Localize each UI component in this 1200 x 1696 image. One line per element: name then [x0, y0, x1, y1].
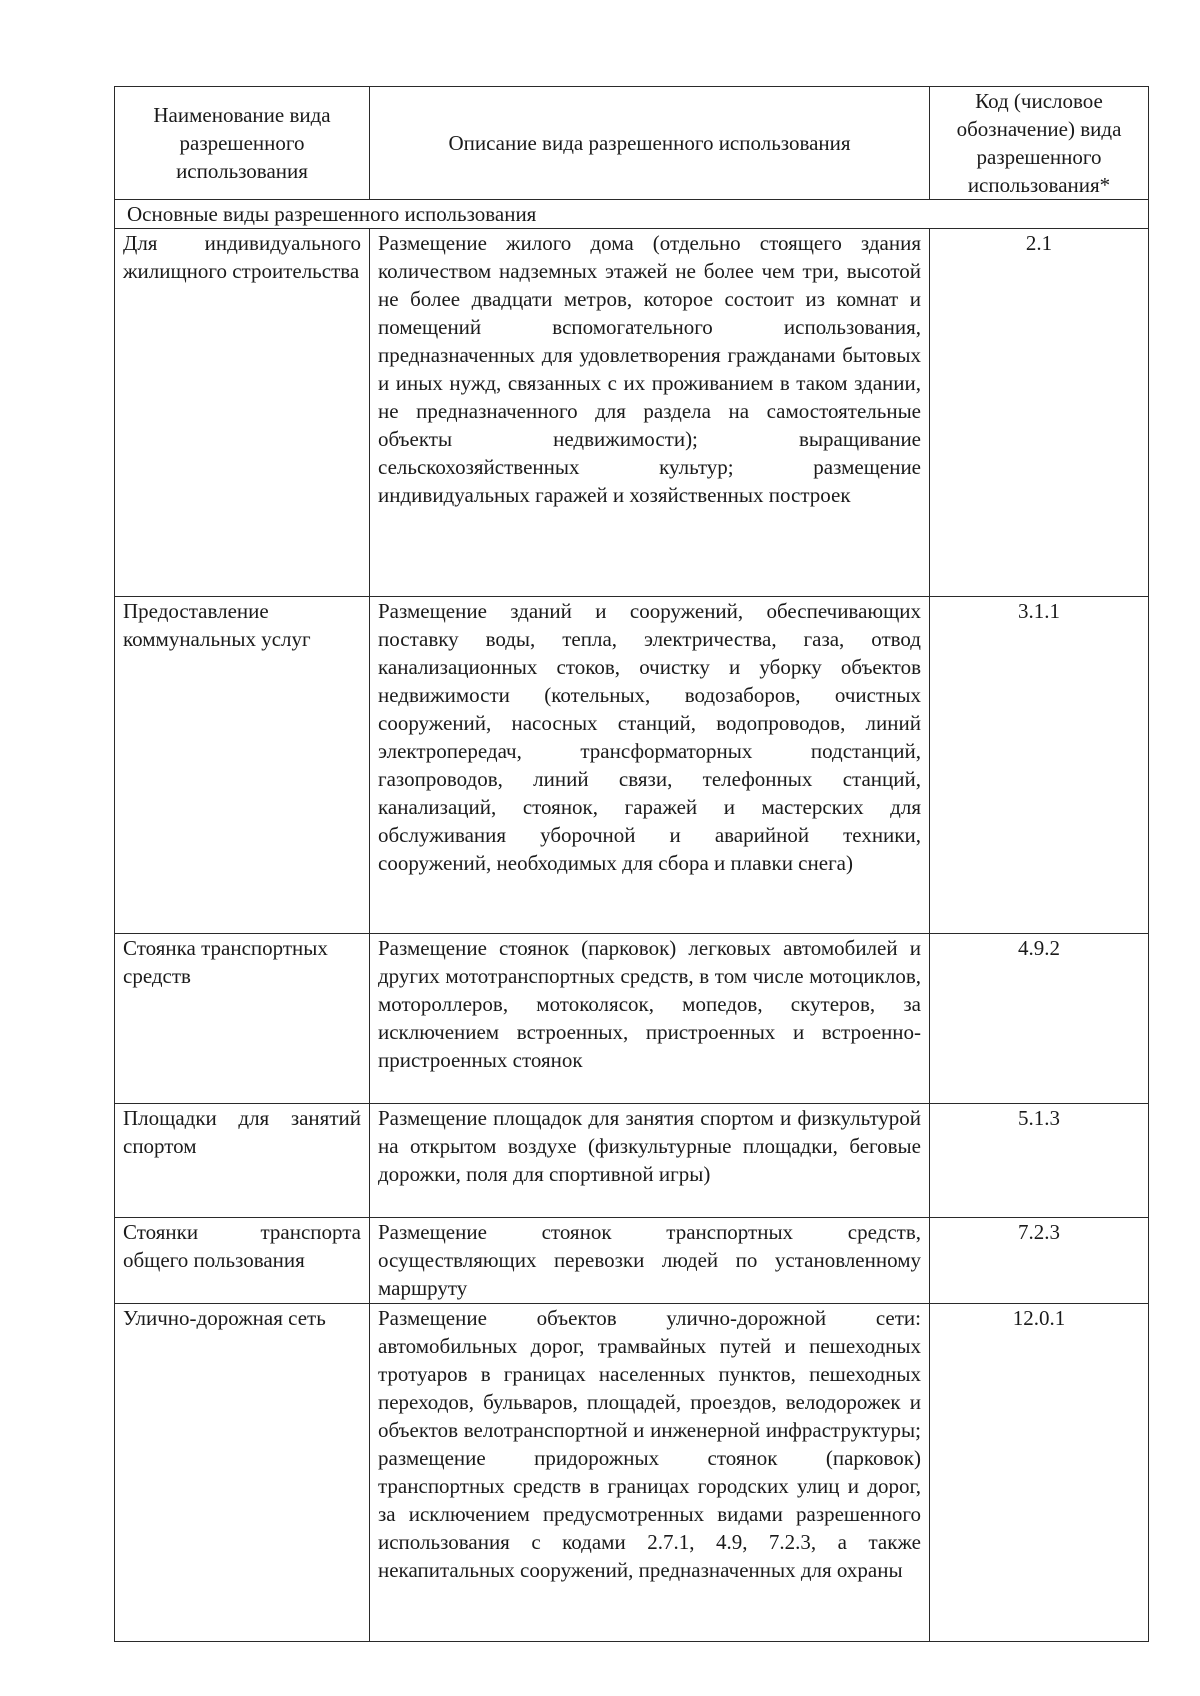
row-name: Для индивидуального жилищного строительства	[115, 229, 370, 597]
row-name: Площадки для занятий спортом	[115, 1104, 370, 1218]
row-name: Улично-дорожная сеть	[115, 1304, 370, 1642]
row-code: 5.1.3	[930, 1104, 1149, 1218]
table-row	[115, 1304, 1149, 1642]
table-row	[115, 229, 1149, 597]
section-row	[115, 200, 1149, 229]
row-name: Стоянка транспортных средств	[115, 934, 370, 1104]
table-row	[115, 1218, 1149, 1304]
row-code: 2.1	[930, 229, 1149, 597]
table-row	[115, 597, 1149, 934]
header-code: Код (числовое обозначение) вида разрешенного использования*	[930, 87, 1149, 200]
row-name: Стоянки транспорта общего пользования	[115, 1218, 370, 1304]
row-name: Предоставление коммунальных услуг	[115, 597, 370, 934]
section-title: Основные виды разрешенного использования	[115, 200, 1149, 229]
header-name: Наименование вида разрешенного использования	[115, 87, 370, 200]
row-description: Размещение площадок для занятия спортом и физкультурой на открытом воздухе (физкультурные площадки, беговые дорожки, поля для спортивной игры)	[370, 1104, 930, 1218]
row-code: 7.2.3	[930, 1218, 1149, 1304]
land-use-table	[114, 86, 1149, 1642]
row-description: Размещение стоянок (парковок) легковых автомобилей и других мототранспортных средств, в том числе мотоциклов, мотороллеров, мотоколясок, мопедов, скутеров, за исключением встроенных, пристроенных и встроенно-пристроенных стоянок	[370, 934, 930, 1104]
row-code: 4.9.2	[930, 934, 1149, 1104]
row-description: Размещение жилого дома (отдельно стоящего здания количеством надземных этажей не более чем три, высотой не более двадцати метров, которое состоит из комнат и помещений вспомогательного использования, предназначенных для удовлетворения гражданами бытовых и иных нужд, связанных с их проживанием в таком здании, не предназначенного для раздела на самостоятельные объекты недвижимости); выращивание сельскохозяйственных культур; размещение индивидуальных гаражей и хозяйственных построек	[370, 229, 930, 597]
row-description: Размещение стоянок транспортных средств, осуществляющих перевозки людей по установленному маршруту	[370, 1218, 930, 1304]
row-description: Размещение объектов улично-дорожной сети: автомобильных дорог, трамвайных путей и пешеходных тротуаров в границах населенных пунктов, пешеходных переходов, бульваров, площадей, проездов, велодорожек и объектов велотранспортной и инженерной инфраструктуры; размещение придорожных стоянок (парковок) транспортных средств в границах городских улиц и дорог, за исключением предусмотренных видами разрешенного использования с кодами 2.7.1, 4.9, 7.2.3, а также некапитальных сооружений, предназначенных для охраны	[370, 1304, 930, 1642]
row-description: Размещение зданий и сооружений, обеспечивающих поставку воды, тепла, электричества, газа, отвод канализационных стоков, очистку и уборку объектов недвижимости (котельных, водозаборов, очистных сооружений, насосных станций, водопроводов, линий электропередач, трансформаторных подстанций, газопроводов, линий связи, телефонных станций, канализаций, стоянок, гаражей и мастерских для обслуживания уборочной и аварийной техники, сооружений, необходимых для сбора и плавки снега)	[370, 597, 930, 934]
document-page	[114, 86, 1148, 1642]
table-row	[115, 934, 1149, 1104]
row-code: 12.0.1	[930, 1304, 1149, 1642]
row-code: 3.1.1	[930, 597, 1149, 934]
header-description: Описание вида разрешенного использования	[370, 87, 930, 200]
table-header-row	[115, 87, 1149, 200]
table-row	[115, 1104, 1149, 1218]
